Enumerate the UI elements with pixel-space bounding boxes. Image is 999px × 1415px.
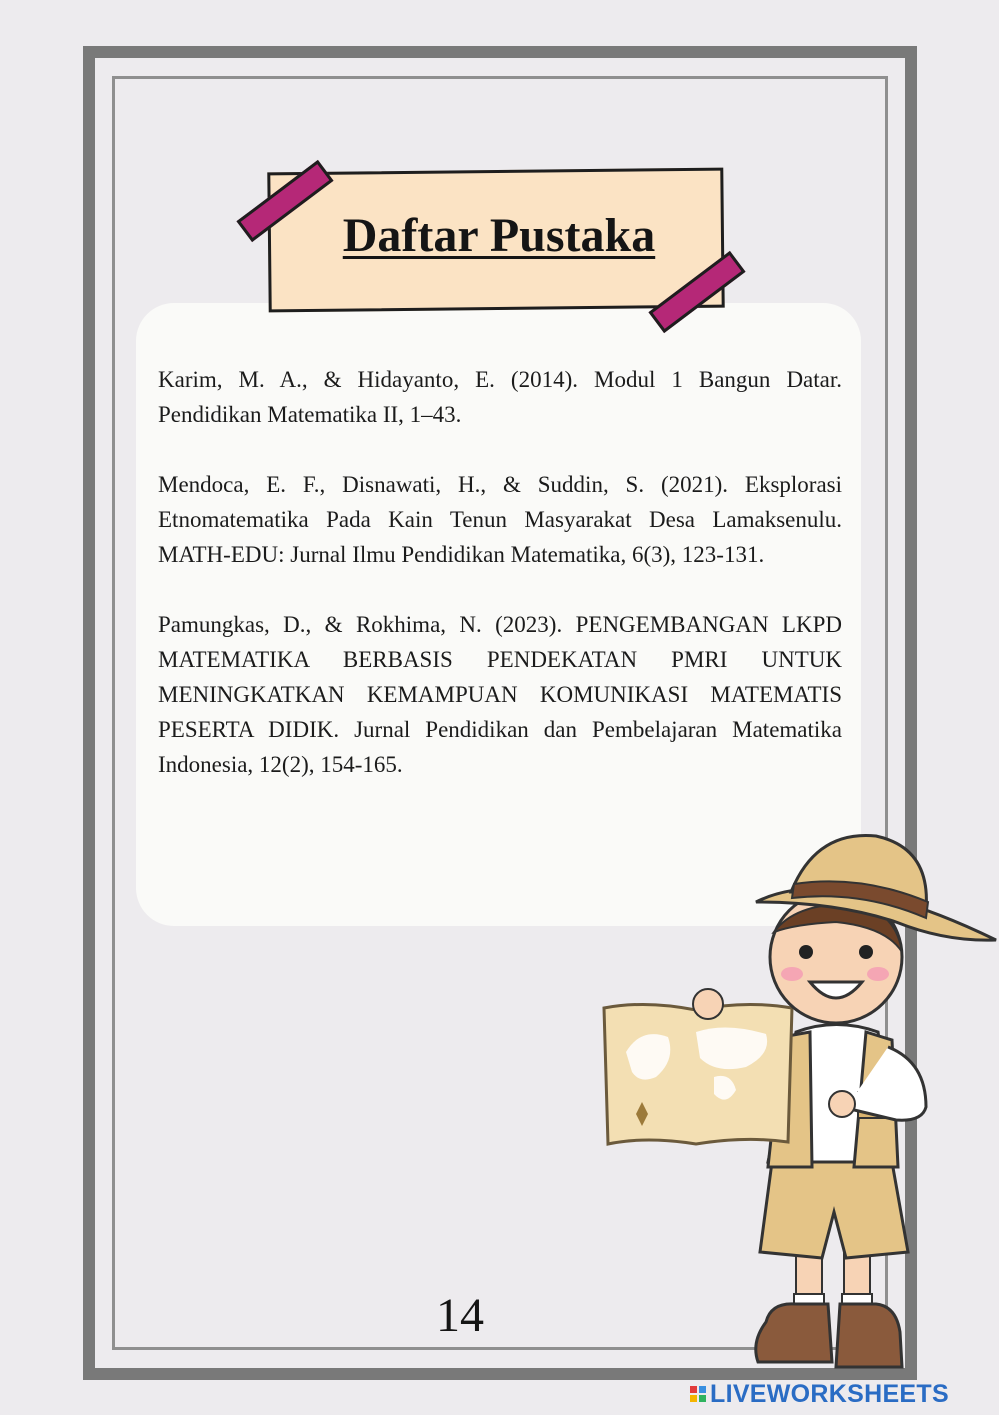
liveworksheets-logo-icon xyxy=(690,1386,706,1402)
liveworksheets-watermark xyxy=(690,1378,949,1410)
explorer-boy-illustration xyxy=(596,822,999,1382)
reference-list xyxy=(158,362,842,817)
page-title: Daftar Pustaka xyxy=(342,209,656,262)
watermark-text: LIVEWORKSHEETS xyxy=(710,1379,949,1408)
page-number: 14 xyxy=(436,1289,484,1342)
reference-item: Mendoca, E. F., Disnawati, H., & Suddin, S. (2021). Eksplorasi Etnomatematika Pada Kain Tenun Masyarakat Desa Lamaksenulu. MATH-EDU: Jurnal Ilmu Pendidikan Matematika, 6(3), 123-131. xyxy=(158,472,842,567)
reference-item: Karim, M. A., & Hidayanto, E. (2014). Modul 1 Bangun Datar. Pendidikan Matematika II, 1–43. xyxy=(158,367,842,427)
reference-item: Pamungkas, D., & Rokhima, N. (2023). PENGEMBANGAN LKPD MATEMATIKA BERBASIS PENDEKATAN PMRI UNTUK MENINGKATKAN KEMAMPUAN KOMUNIKASI MATEMATIS PESERTA DIDIK. Jurnal Pendidikan dan Pembelajaran Matematika Indonesia, 12(2), 154-165. xyxy=(158,612,842,777)
